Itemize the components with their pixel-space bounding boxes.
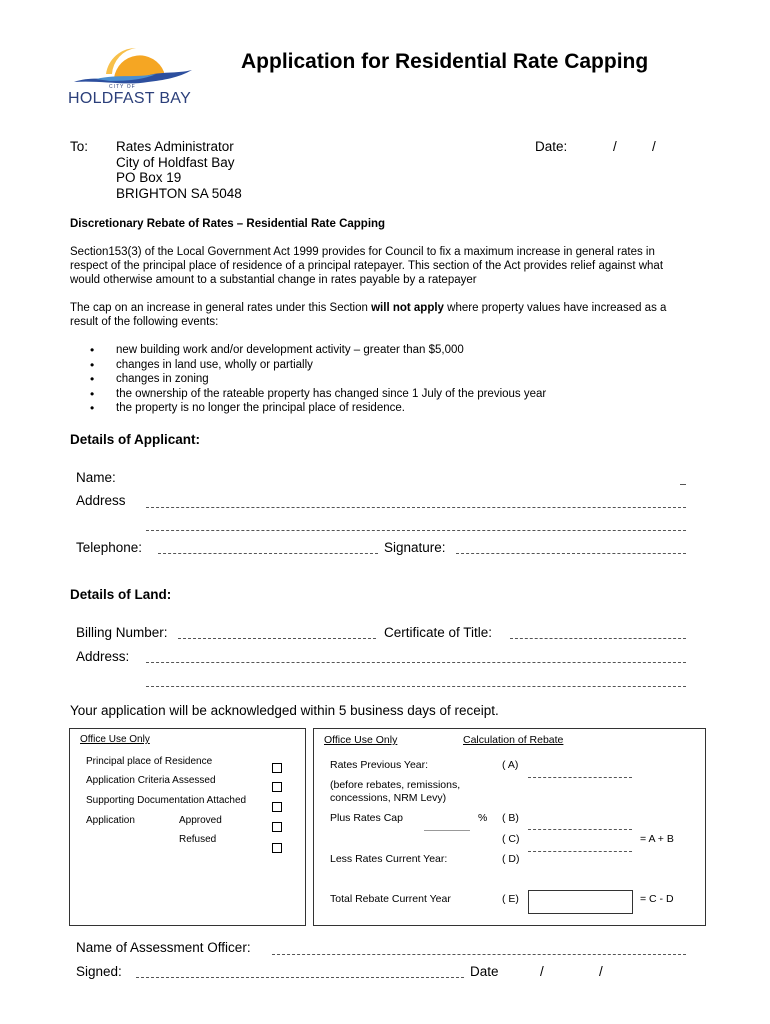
list-item: • the ownership of the rateable property has changed since 1 July of the previous year — [70, 387, 710, 402]
marker-d: ( D) — [502, 853, 520, 865]
documentation-checkbox[interactable] — [272, 802, 282, 812]
list-item: • new building work and/or development activity – greater than $5,000 — [70, 343, 710, 358]
land-address-line1[interactable] — [146, 662, 686, 663]
logo-city-text: CITY OF — [109, 84, 136, 90]
date-separator: / — [652, 139, 656, 154]
certificate-field[interactable] — [510, 638, 686, 639]
officer-label: Name of Assessment Officer: — [76, 940, 251, 955]
criteria-assessed-label: Application Criteria Assessed — [86, 775, 216, 786]
footer-date-separator: / — [599, 964, 603, 979]
name-label: Name: — [76, 470, 116, 485]
office-use-title-right: Office Use Only — [324, 734, 398, 746]
list-item: • changes in zoning — [70, 372, 710, 387]
cap-paragraph — [70, 301, 690, 329]
cap-amount-field[interactable] — [528, 829, 632, 830]
principal-residence-checkbox[interactable] — [272, 763, 282, 773]
cap-emphasis: will not apply — [371, 302, 444, 314]
page-title: Application for Residential Rate Capping — [241, 50, 649, 73]
land-address-label: Address: — [76, 649, 130, 664]
recipient-address — [116, 139, 242, 201]
intro-paragraph: Section153(3) of the Local Government Act 1999 provides for Council to fix a maximum increase in general rates in respect of the principal place of residence of a principal ratepayer. This section of the Act provides relief against what would otherwise amount to a substantial change in rates payable by a ratepayer — [70, 246, 664, 286]
equation-cd: = C - D — [640, 893, 674, 905]
approved-checkbox[interactable] — [272, 822, 282, 832]
rates-previous-field[interactable] — [528, 777, 632, 778]
telephone-field[interactable] — [158, 553, 378, 554]
address-label: Address — [76, 493, 126, 508]
billing-field[interactable] — [178, 638, 376, 639]
logo-name-text: HOLDFAST BAY — [68, 90, 192, 107]
list-item: • changes in land use, wholly or partially — [70, 358, 710, 373]
acknowledge-text: Your application will be acknowledged within 5 business days of receipt. — [70, 703, 499, 718]
list-item: • the property is no longer the principal place of residence. — [70, 401, 710, 416]
percent-sign: % — [478, 812, 488, 824]
date-label: Date: — [535, 139, 568, 154]
billing-label: Billing Number: — [76, 625, 168, 640]
marker-e: ( E) — [502, 893, 519, 905]
calculation-title: Calculation of Rebate — [463, 734, 564, 746]
refused-checkbox[interactable] — [272, 843, 282, 853]
address-field-line1[interactable] — [146, 507, 686, 508]
marker-b: ( B) — [502, 812, 519, 824]
office-use-title-left: Office Use Only — [80, 734, 150, 745]
refused-label: Refused — [179, 834, 217, 845]
recipient-line: City of Holdfast Bay — [116, 154, 235, 170]
total-rebate-label: Total Rebate Current Year — [330, 893, 451, 905]
signed-field[interactable] — [136, 977, 464, 978]
rebate-heading: Discretionary Rebate of Rates – Residential Rate Capping — [70, 218, 386, 230]
land-address-line2[interactable] — [146, 686, 686, 687]
equation-ab: = A + B — [640, 833, 674, 845]
rates-previous-label: Rates Previous Year: — [330, 759, 429, 771]
name-field[interactable] — [680, 484, 686, 485]
capped-rates-field[interactable] — [528, 851, 632, 852]
approved-label: Approved — [179, 815, 222, 826]
cap-percent-field[interactable] — [424, 830, 470, 831]
recipient-line: PO Box 19 — [116, 170, 182, 185]
signed-label: Signed: — [76, 964, 122, 979]
application-label: Application — [86, 815, 135, 826]
telephone-label: Telephone: — [76, 540, 143, 555]
documentation-label: Supporting Documentation Attached — [86, 795, 247, 806]
certificate-label: Certificate of Title: — [384, 625, 493, 640]
footer-date-separator: / — [540, 964, 544, 979]
recipient-line: Rates Administrator — [116, 139, 234, 154]
criteria-assessed-checkbox[interactable] — [272, 782, 282, 792]
principal-residence-label: Principal place of Residence — [86, 756, 213, 767]
applicant-heading: Details of Applicant: — [70, 432, 201, 447]
cap-text: The cap on an increase in general rates under this Section — [70, 302, 372, 314]
date-separator: / — [613, 139, 617, 154]
footer-date-label: Date — [470, 964, 499, 979]
marker-a: ( A) — [502, 759, 519, 771]
to-label: To: — [70, 139, 89, 154]
officer-name-field[interactable] — [272, 954, 686, 955]
recipient-line: BRIGHTON SA 5048 — [116, 185, 242, 201]
rates-previous-note: (before rebates, remissions, concessions, NRM Levy) — [330, 779, 461, 804]
address-field-line2[interactable] — [146, 530, 686, 531]
total-rebate-field[interactable] — [528, 890, 633, 914]
events-list — [70, 343, 710, 416]
land-heading: Details of Land: — [70, 587, 172, 602]
signature-label: Signature: — [384, 540, 446, 555]
cap-text-end: where property values have increased as a result of the following events: — [70, 302, 667, 328]
marker-c: ( C) — [502, 833, 520, 845]
plus-cap-label: Plus Rates Cap — [330, 812, 403, 824]
signature-field[interactable] — [456, 553, 686, 554]
less-current-label: Less Rates Current Year: — [330, 853, 448, 865]
